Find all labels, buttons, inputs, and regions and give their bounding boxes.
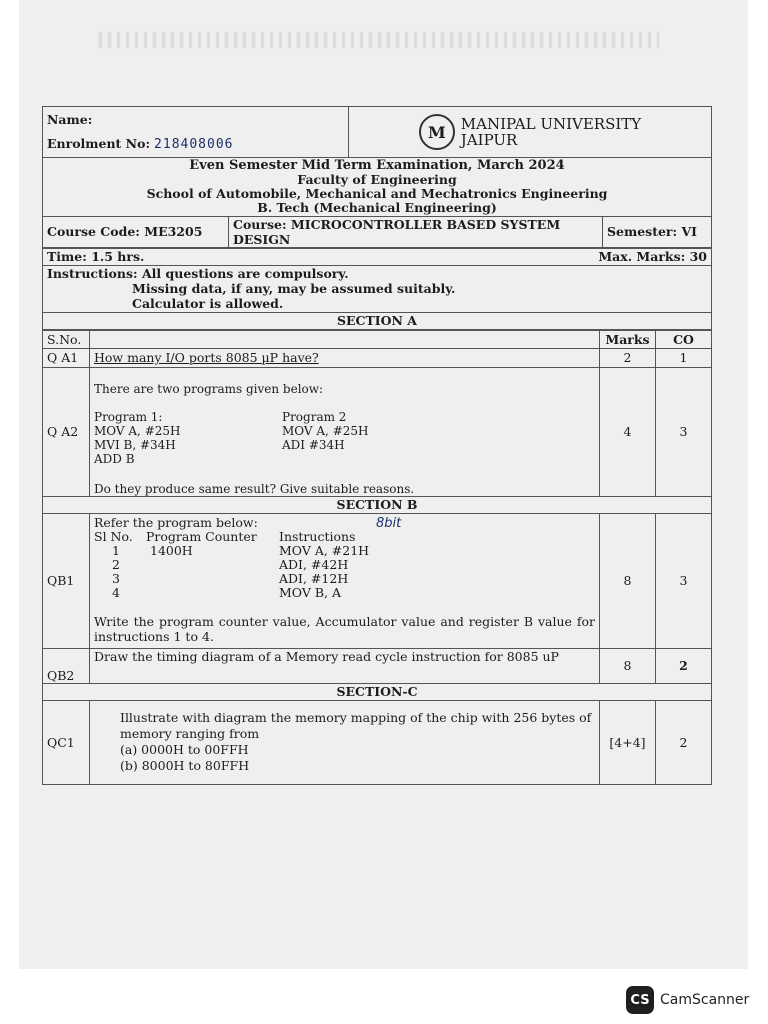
instruction-3: Calculator is allowed. (132, 296, 284, 311)
col-sno: S.No. (43, 330, 90, 348)
question-co: 2 (656, 700, 712, 784)
semester: Semester: VI (603, 216, 712, 247)
question-marks: 8 (600, 513, 656, 648)
row-ins: ADI, #42H (279, 556, 349, 572)
university-city: JAIPUR (460, 131, 518, 149)
question-text: Draw the timing diagram of a Memory read cycle instruction for 8085 uP (90, 648, 600, 683)
question-intro: Refer the program below: (94, 514, 258, 530)
col-co: CO (656, 330, 712, 348)
name-label: Name: (47, 111, 93, 127)
question-co: 1 (656, 348, 712, 367)
camscanner-label: CamScanner (660, 992, 750, 1008)
col-marks: Marks (600, 330, 656, 348)
row-sl: 4 (112, 584, 120, 600)
row-pc (146, 572, 279, 586)
camscanner-watermark (626, 986, 749, 1014)
row-pc (146, 558, 279, 572)
question-marks: 8 (600, 648, 656, 683)
question-co: 3 (656, 367, 712, 496)
option-b: (b) 8000H to 80FFH (120, 758, 250, 773)
exam-title-block (43, 158, 712, 216)
enrolment-value: 218408006 (154, 136, 234, 152)
instructions (43, 265, 712, 312)
scan-smudge (99, 32, 659, 48)
time: Time: 1.5 hrs. (43, 248, 361, 265)
header-sl: Sl No. (94, 528, 133, 544)
question-text: Do they produce same result? Give suitable reasons. (94, 481, 415, 496)
section-a-heading: SECTION A (43, 312, 712, 329)
course-name: Course: MICROCONTROLLER BASED SYSTEM DESIGN (229, 216, 603, 247)
university-name: MANIPAL UNIVERSITY (460, 115, 642, 133)
row-sl: 2 (112, 556, 120, 572)
row-ins: MOV A, #21H (279, 542, 370, 558)
program-1-line: MOV A, #25H (94, 423, 181, 438)
header-table (42, 106, 712, 158)
question-co: 3 (656, 513, 712, 648)
time-table (42, 248, 712, 330)
exam-title: Even Semester Mid Term Examination, March 2024 (189, 157, 565, 173)
program-2-line: ADI #34H (282, 437, 345, 452)
section-b-heading: SECTION B (43, 496, 712, 513)
program-2-line: MOV A, #25H (282, 423, 369, 438)
question-row (43, 367, 712, 496)
row-ins: ADI, #12H (279, 570, 349, 586)
question-row (43, 348, 712, 367)
question-number: QC1 (43, 700, 90, 784)
question-marks: 4 (600, 367, 656, 496)
exam-paper (42, 106, 712, 785)
instruction-2: Missing data, if any, may be assumed suitably. (132, 281, 456, 296)
question-marks: [4+4] (600, 700, 656, 784)
program-2-title: Program 2 (282, 409, 347, 424)
handwritten-note: 8bit (376, 515, 402, 531)
enrolment-label: Enrolment No: (47, 135, 151, 151)
university-cell (349, 107, 712, 158)
question-text: Illustrate with diagram the memory mapping of the chip with 256 bytes of memory ranging from (120, 710, 592, 741)
question-row (43, 648, 712, 683)
program-1-line: MVI B, #34H (94, 437, 176, 452)
school: School of Automobile, Mechanical and Mechatronics Engineering (146, 185, 608, 201)
program-1-line: ADD B (94, 451, 135, 466)
question-number: QB2 (43, 648, 90, 683)
question-row (43, 513, 712, 648)
question-number: Q A2 (43, 367, 90, 496)
program-listing (94, 530, 595, 600)
camscanner-logo-icon: CS (626, 986, 654, 1014)
university-logo-icon: M (419, 114, 455, 150)
row-pc: 1400H (150, 542, 193, 558)
max-marks: Max. Marks: 30 (360, 248, 712, 265)
question-co: 2 (656, 648, 712, 683)
row-ins: MOV B, A (279, 584, 341, 600)
faculty: Faculty of Engineering (297, 171, 457, 187)
row-pc (146, 586, 279, 600)
questions-table (42, 330, 712, 785)
question-row (43, 700, 712, 784)
exam-info-table (42, 158, 712, 248)
section-c-heading: SECTION-C (43, 683, 712, 700)
course-code: Course Code: ME3205 (43, 216, 229, 247)
program-listing (94, 410, 595, 466)
option-a: (a) 0000H to 00FFH (120, 742, 249, 757)
header-ins: Instructions (279, 528, 356, 544)
question-text: How many I/O ports 8085 µP have? (94, 350, 319, 365)
instruction-1: Instructions: All questions are compulsory. (47, 266, 349, 281)
question-number: QB1 (43, 513, 90, 648)
program: B. Tech (Mechanical Engineering) (257, 199, 497, 215)
row-sl: 1 (112, 542, 120, 558)
question-intro: There are two programs given below: (94, 381, 324, 396)
question-text: Write the program counter value, Accumulator value and register B value for instructions 1 to 4. (94, 613, 595, 644)
question-number: Q A1 (43, 348, 90, 367)
question-marks: 2 (600, 348, 656, 367)
program-1-title: Program 1: (94, 409, 163, 424)
header-pc: Program Counter (146, 528, 257, 544)
row-sl: 3 (112, 570, 120, 586)
student-info (43, 107, 349, 158)
